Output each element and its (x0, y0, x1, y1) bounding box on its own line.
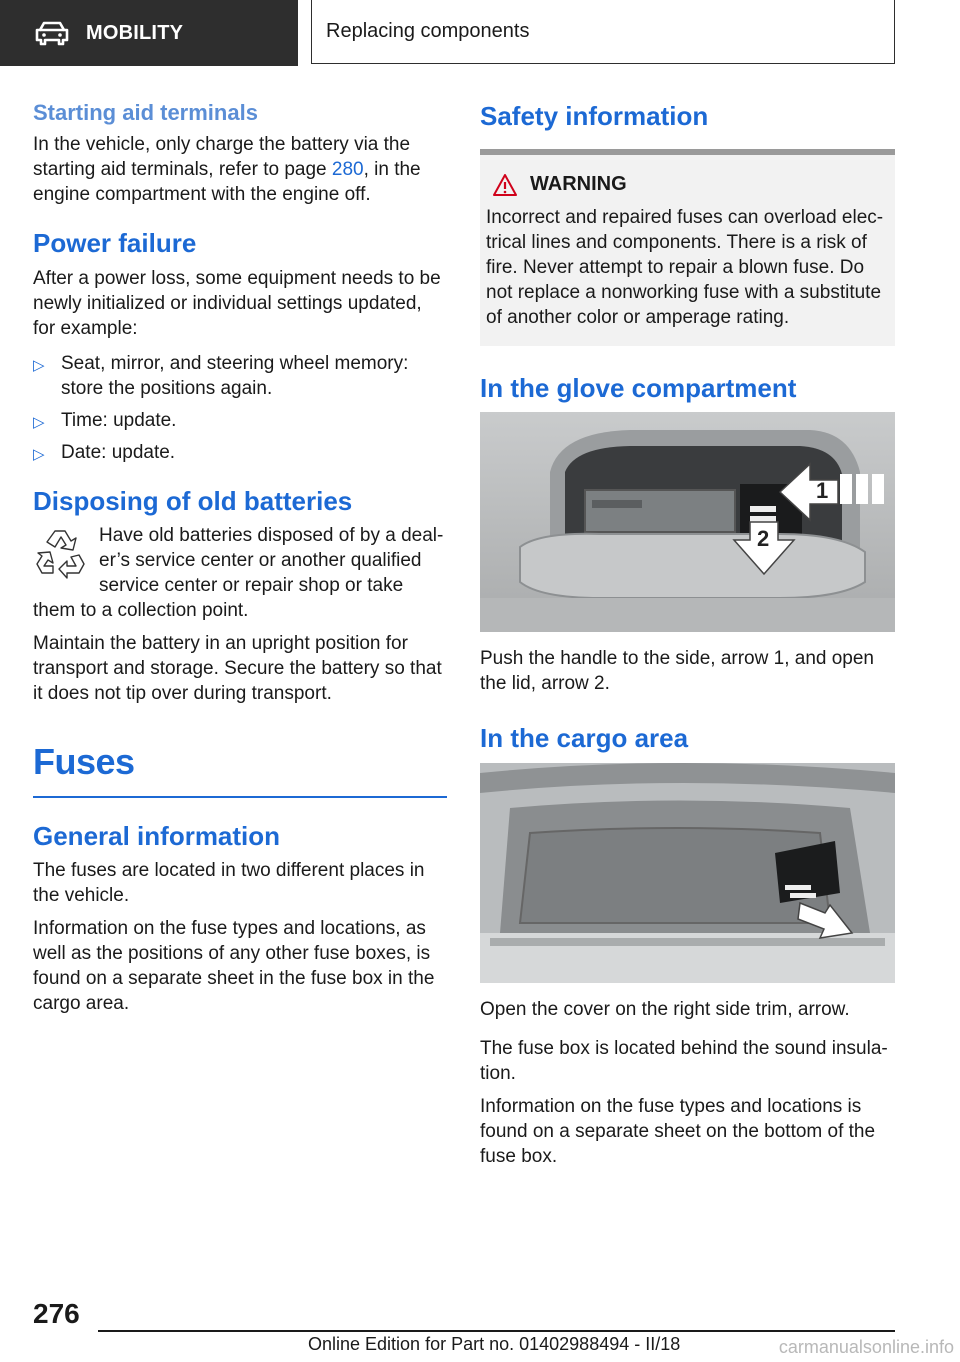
chapter-title: Replacing components (326, 20, 530, 42)
power-failure-heading: Power failure (33, 228, 197, 259)
disposing-text-2: Maintain the battery in an upright position for transport and storage. Secure the battery so that it does not tip over during transport. (33, 633, 442, 705)
page-number: 276 (33, 1298, 80, 1329)
footer-rule (98, 1330, 895, 1332)
power-failure-text: After a power loss, some equipment needs to be newly initialized or individual settings updated, for example: (33, 267, 441, 339)
section-tab (0, 0, 298, 66)
watermark: carmanualsonline.info (778, 1337, 954, 1357)
warning-title: WARNING (486, 173, 885, 197)
bullet-triangle-icon: ▷ (33, 356, 45, 374)
arrow-2-label: 2 (757, 526, 770, 551)
page-link[interactable]: 280 (331, 159, 364, 181)
section-title: MOBILITY (86, 21, 184, 44)
general-info-text-2: Information on the fuse types and locations, as well as the positions of any other fuse boxes, is found on a separate sheet in the fuse box in the cargo area. (33, 918, 435, 1015)
glove-heading: In the glove compartment (480, 372, 797, 403)
warning-box (480, 149, 895, 346)
fuses-heading: Fuses (33, 741, 135, 783)
bullet-triangle-icon: ▷ (33, 445, 45, 463)
warning-triangle-icon (492, 173, 518, 197)
disposing-heading: Disposing of old batteries (33, 485, 353, 516)
cargo-text-2: Information on the fuse types and locations is found on a separate sheet on the bottom of the fuse box. (480, 1095, 876, 1167)
car-icon (34, 20, 70, 46)
disposing-block (33, 523, 447, 631)
edition-text: Online Edition for Part no. 01402988494 - II/18 (308, 1334, 681, 1354)
glove-compartment-photo (480, 412, 895, 632)
fuses-divider (33, 796, 447, 798)
cargo-caption: Open the cover on the right side trim, arrow. (480, 998, 850, 1020)
disposing-text: Have old batteries disposed of by a dealer’s service center or another qualified service center or repair shop or take them to a collection point. (33, 525, 444, 622)
general-info-text: The fuses are located in two different places in the vehicle. (33, 860, 425, 907)
cargo-text: The fuse box is located behind the sound insulation. (480, 1037, 888, 1084)
bullet-triangle-icon: ▷ (33, 413, 45, 431)
list-item: ▷ Seat, mirror, and steering wheel memory: store the positions again. (33, 352, 409, 399)
chapter-tab (311, 0, 895, 64)
starting-aid-heading: Starting aid terminals (33, 100, 258, 125)
recycle-icon (33, 525, 87, 579)
arrow-1-label: 1 (816, 478, 829, 503)
list-item: ▷ Date: update. (33, 440, 447, 465)
glove-caption: Push the handle to the side, arrow 1, and open the lid, arrow 2. (480, 648, 874, 694)
right-column (480, 100, 895, 1177)
cargo-heading: In the cargo area (480, 723, 689, 753)
starting-aid-text: In the vehicle, only charge the battery via the starting aid terminals, refer to page 280, in the engine compartment with the engine off. (33, 134, 421, 206)
general-info-heading: General information (33, 820, 281, 851)
list-item: ▷ Time: update. (33, 408, 447, 433)
cargo-area-photo (480, 763, 895, 983)
warning-text: Incorrect and repaired fuses can overload electrical lines and components. There is a risk of fire. Never attempt to repair a blown fuse. Do not replace a nonworking fuse with a substitute of another color or amperage rating. (486, 206, 884, 328)
safety-heading: Safety information (480, 101, 709, 131)
power-failure-list (33, 351, 447, 465)
left-column (33, 100, 447, 1024)
